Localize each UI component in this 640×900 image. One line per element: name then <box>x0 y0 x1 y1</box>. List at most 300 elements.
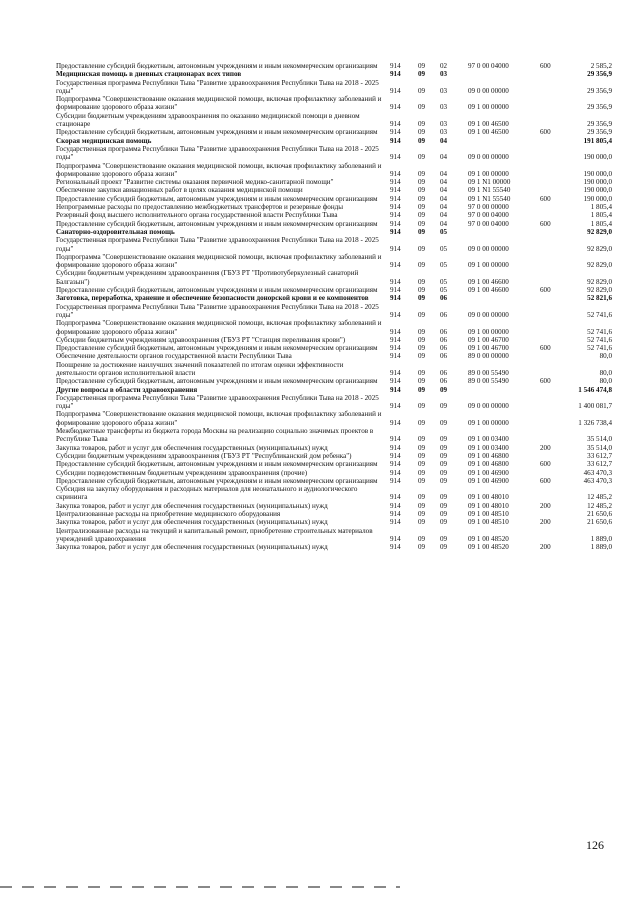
cell-c1: 914 <box>390 451 401 460</box>
table-row <box>56 344 612 352</box>
cell-c2: 09 <box>418 327 426 336</box>
cell-c4: 09 0 00 00000 <box>468 310 509 319</box>
cell-amount: 29 356,9 <box>587 103 612 112</box>
table-row <box>56 518 612 526</box>
cell-name: Обеспечение закупки авиационных работ в целях оказания медицинской помощи <box>56 186 303 195</box>
cell-c3: 09 <box>440 402 448 411</box>
cell-c3: 05 <box>440 277 448 286</box>
cell-amount: 29 356,9 <box>587 70 612 79</box>
cell-c1: 914 <box>390 476 401 485</box>
cell-amount: 33 612,7 <box>587 460 612 469</box>
table-row-section <box>56 137 612 145</box>
cell-c5 <box>540 410 566 427</box>
cell-c5: 600 <box>540 286 551 295</box>
cell-name: Подпрограмма "Совершенствование оказания медицинской помощи, включая профилактику заболеваний и формирование здорового образа жизни" <box>56 161 382 178</box>
cell-name: Субсидия на закупку оборудования и расходных материалов для неонатального и аудиологического скрининга <box>56 485 358 502</box>
cell-c2: 09 <box>418 476 426 485</box>
cell-amount: 52 741,6 <box>587 335 612 344</box>
cell-c4: 09 1 00 00000 <box>468 103 509 112</box>
cell-c2: 09 <box>418 194 426 203</box>
cell-c1: 914 <box>390 178 401 187</box>
cell-c1: 914 <box>390 186 401 195</box>
cell-c2: 09 <box>418 261 426 270</box>
cell-c3: 05 <box>440 244 448 253</box>
cell-c4: 09 1 00 46700 <box>468 335 509 344</box>
cell-c4: 09 1 00 48010 <box>468 501 509 510</box>
cell-c1: 914 <box>390 377 401 386</box>
cell-c5 <box>540 319 566 336</box>
cell-c5: 200 <box>540 501 551 510</box>
cell-name: Резервный фонд высшего исполнительного органа государственной власти Республики Тыва <box>56 211 338 220</box>
cell-name: Межбюджетные трансферты из бюджета города Москвы на реализацию социально значимых проектов в Республике Тыва <box>56 427 374 444</box>
cell-c1: 914 <box>390 418 401 427</box>
cell-c2: 09 <box>418 136 426 145</box>
cell-name: Субсидии бюджетным учреждениям здравоохранения (ГБУЗ РТ "Станция переливания крови") <box>56 335 346 344</box>
table-row <box>56 352 612 360</box>
cell-c1: 914 <box>390 194 401 203</box>
cell-name: Подпрограмма "Совершенствование оказания медицинской помощи, включая профилактику заболеваний и формирование здорового образа жизни" <box>56 410 382 427</box>
cell-name: Закупка товаров, работ и услуг для обеспечения государственных (муниципальных) нужд <box>56 518 328 527</box>
table-row-section <box>56 228 612 236</box>
cell-c5: 600 <box>540 219 551 228</box>
cell-c2: 09 <box>418 344 426 353</box>
table-row <box>56 527 612 544</box>
cell-c4: 09 1 00 48520 <box>468 534 509 543</box>
cell-amount: 52 741,6 <box>587 310 612 319</box>
cell-name: Предоставление субсидий бюджетным, автономным учреждениям и иным некоммерческим организациям <box>56 286 378 295</box>
cell-c1: 914 <box>390 62 401 70</box>
budget-table-body <box>56 62 612 552</box>
table-row <box>56 427 612 444</box>
cell-c1: 914 <box>390 310 401 319</box>
cell-c2: 09 <box>418 227 426 236</box>
cell-name: Другие вопросы в области здравоохранения <box>56 385 198 394</box>
cell-c3: 09 <box>440 510 448 519</box>
cell-c1: 914 <box>390 120 401 129</box>
cell-c5: 600 <box>540 344 551 353</box>
cell-c4 <box>468 228 540 236</box>
cell-c2: 09 <box>418 86 426 95</box>
cell-c1: 914 <box>390 518 401 527</box>
cell-c3: 06 <box>440 294 448 303</box>
cell-name: Предоставление субсидий бюджетным, автономным учреждениям и иным некоммерческим организациям <box>56 460 378 469</box>
cell-c2: 09 <box>418 211 426 220</box>
page-number: 126 <box>586 838 604 852</box>
cell-c1: 914 <box>390 219 401 228</box>
cell-c3: 09 <box>440 435 448 444</box>
cell-c1: 914 <box>390 385 401 394</box>
cell-c1: 914 <box>390 86 401 95</box>
table-row <box>56 145 612 162</box>
cell-c2: 09 <box>418 435 426 444</box>
cell-c1: 914 <box>390 493 401 502</box>
table-row <box>56 361 612 378</box>
cell-c4: 09 0 00 00000 <box>468 402 509 411</box>
cell-c5: 200 <box>540 443 551 452</box>
cell-c4: 09 1 00 00000 <box>468 418 509 427</box>
cell-c3: 03 <box>440 70 448 79</box>
cell-amount: 1 805,4 <box>590 203 612 212</box>
cell-name: Субсидии подведомственным бюджетным учреждениям здравоохранения (прочие) <box>56 468 308 477</box>
table-row <box>56 336 612 344</box>
cell-name: Субсидии бюджетным учреждениям здравоохранения (ГБУЗ РТ "Республиканский дом ребенка") <box>56 451 352 460</box>
cell-c4 <box>468 137 540 145</box>
cell-c2: 09 <box>418 451 426 460</box>
cell-amount: 80,0 <box>599 377 612 386</box>
cell-c2: 09 <box>418 368 426 377</box>
cell-c4: 09 1 00 46600 <box>468 277 509 286</box>
cell-amount: 92 829,0 <box>587 244 612 253</box>
cell-c4: 09 1 00 03400 <box>468 443 509 452</box>
cell-amount: 52 821,6 <box>587 294 612 303</box>
cell-name: Закупка товаров, работ и услуг для обеспечения государственных (муниципальных) нужд <box>56 543 328 552</box>
cell-amount: 29 356,9 <box>587 128 612 137</box>
cell-c4: 09 1 N1 55540 <box>468 194 511 203</box>
table-row-section <box>56 294 612 302</box>
cell-name: Предоставление субсидий бюджетным, автономным учреждениям и иным некоммерческим организациям <box>56 219 378 228</box>
cell-c1: 914 <box>390 460 401 469</box>
cell-c4 <box>468 386 540 394</box>
cell-name: Субсидии бюджетным учреждениям здравоохранения по оказанию медицинской помощи в дневном стационаре <box>56 111 360 129</box>
cell-c2: 09 <box>418 128 426 137</box>
cell-c3: 06 <box>440 310 448 319</box>
cell-c4: 09 1 00 46800 <box>468 460 509 469</box>
cell-c3: 09 <box>440 501 448 510</box>
cell-c5 <box>540 178 566 186</box>
cell-name: Предоставление субсидий бюджетным, автономным учреждениям и иным некоммерческим организациям <box>56 377 378 386</box>
cell-c4: 09 0 00 00000 <box>468 153 509 162</box>
table-row <box>56 62 612 70</box>
cell-c3: 09 <box>440 443 448 452</box>
cell-c3: 09 <box>440 418 448 427</box>
cell-c4: 09 1 00 46500 <box>468 120 509 129</box>
cell-c4 <box>468 70 540 78</box>
cell-c2: 09 <box>418 310 426 319</box>
cell-name: Закупка товаров, работ и услуг для обеспечения государственных (муниципальных) нужд <box>56 443 328 452</box>
cell-c3: 06 <box>440 327 448 336</box>
cell-amount: 1 326 738,4 <box>578 418 612 427</box>
cell-c5 <box>540 427 566 444</box>
cell-c3: 06 <box>440 352 448 361</box>
cell-c2: 09 <box>418 286 426 295</box>
cell-c5 <box>540 352 566 360</box>
cell-c3: 05 <box>440 227 448 236</box>
cell-amount: 2 585,2 <box>590 62 612 70</box>
cell-c3: 06 <box>440 344 448 353</box>
cell-c4: 09 1 00 00000 <box>468 261 509 270</box>
cell-name: Медицинская помощь в дневных стационарах всех типов <box>56 70 242 79</box>
cell-amount: 35 514,0 <box>587 443 612 452</box>
cell-c5: 600 <box>540 460 551 469</box>
cell-c1: 914 <box>390 534 401 543</box>
cell-c3: 03 <box>440 128 448 137</box>
table-row <box>56 543 612 551</box>
cell-c1: 914 <box>390 327 401 336</box>
cell-c2: 09 <box>418 103 426 112</box>
cell-c5: 600 <box>540 62 551 70</box>
cell-name: Предоставление субсидий бюджетным, автономным учреждениям и иным некоммерческим организациям <box>56 62 378 70</box>
cell-amount: 190 000,0 <box>583 186 612 195</box>
cell-amount: 1 805,4 <box>590 211 612 220</box>
cell-amount: 190 000,0 <box>583 194 612 203</box>
footer-dashed-line <box>0 886 400 888</box>
cell-c4: 09 1 00 00000 <box>468 327 509 336</box>
cell-c5 <box>540 253 566 270</box>
budget-table <box>56 62 612 552</box>
cell-amount: 190 000,0 <box>583 169 612 178</box>
cell-c2: 09 <box>418 70 426 79</box>
table-row <box>56 211 612 219</box>
cell-c1: 914 <box>390 277 401 286</box>
cell-c5: 200 <box>540 518 551 527</box>
cell-c4: 09 0 00 00000 <box>468 86 509 95</box>
cell-c3: 09 <box>440 493 448 502</box>
cell-c3: 09 <box>440 451 448 460</box>
cell-c3: 04 <box>440 211 448 220</box>
cell-c1: 914 <box>390 435 401 444</box>
cell-c5 <box>540 361 566 378</box>
cell-c2: 09 <box>418 377 426 386</box>
cell-c5 <box>540 269 566 286</box>
cell-name: Централизованные расходы на приобретение медицинского оборудования <box>56 510 281 519</box>
cell-c4: 97 0 00 04000 <box>468 219 509 228</box>
cell-amount: 190 000,0 <box>583 178 612 187</box>
cell-amount: 191 805,4 <box>583 136 612 145</box>
cell-amount: 92 829,0 <box>587 227 612 236</box>
cell-c5 <box>540 228 566 236</box>
cell-name: Государственная программа Республики Тыва "Развитие здравоохранения Республики Тыва на 2018 - 2025 годы" <box>56 236 379 253</box>
cell-c3: 04 <box>440 186 448 195</box>
cell-c5: 600 <box>540 476 551 485</box>
cell-name: Государственная программа Республики Тыва "Развитие здравоохранения Республики Тыва на 2018 - 2025 годы" <box>56 78 379 95</box>
cell-c1: 914 <box>390 368 401 377</box>
cell-c1: 914 <box>390 70 401 79</box>
cell-c2: 09 <box>418 169 426 178</box>
cell-c4: 97 0 00 04000 <box>468 211 509 220</box>
cell-c1: 914 <box>390 501 401 510</box>
cell-c1: 914 <box>390 468 401 477</box>
table-row <box>56 162 612 179</box>
cell-c2: 09 <box>418 443 426 452</box>
cell-c3: 06 <box>440 335 448 344</box>
cell-c1: 914 <box>390 169 401 178</box>
cell-c1: 914 <box>390 543 401 552</box>
cell-c5 <box>540 469 566 477</box>
cell-c5 <box>540 510 566 518</box>
cell-name: Подпрограмма "Совершенствование оказания медицинской помощи, включая профилактику заболеваний и формирование здорового образа жизни" <box>56 95 382 112</box>
cell-c1: 914 <box>390 335 401 344</box>
cell-c5 <box>540 303 566 320</box>
cell-c2: 09 <box>418 62 426 70</box>
cell-c3: 06 <box>440 368 448 377</box>
cell-amount: 190 000,0 <box>583 153 612 162</box>
cell-c5 <box>540 70 566 78</box>
cell-c3: 04 <box>440 169 448 178</box>
cell-c5 <box>540 95 566 112</box>
cell-c1: 914 <box>390 294 401 303</box>
cell-c3: 09 <box>440 518 448 527</box>
cell-name: Государственная программа Республики Тыва "Развитие здравоохранения Республики Тыва на 2018 - 2025 годы" <box>56 393 379 411</box>
cell-name: Подпрограмма "Совершенствование оказания медицинской помощи, включая профилактику заболеваний и формирование здорового образа жизни" <box>56 319 382 336</box>
table-row <box>56 186 612 194</box>
cell-c3: 03 <box>440 86 448 95</box>
cell-c5 <box>540 294 566 302</box>
cell-c2: 09 <box>418 219 426 228</box>
cell-c4: 09 1 00 46500 <box>468 128 509 137</box>
cell-c3: 09 <box>440 534 448 543</box>
cell-name: Подпрограмма "Совершенствование оказания медицинской помощи, включая профилактику заболеваний и формирование здорового образа жизни" <box>56 252 382 270</box>
cell-c2: 09 <box>418 510 426 519</box>
cell-c4: 89 0 00 00000 <box>468 352 509 361</box>
cell-c1: 914 <box>390 128 401 137</box>
cell-c2: 09 <box>418 335 426 344</box>
cell-name: Субсидии бюджетным учреждениям здравоохранения (ГБУЗ РТ "Противотуберкулезный санаторий Балгазын") <box>56 269 359 286</box>
cell-c5 <box>540 336 566 344</box>
table-row <box>56 502 612 510</box>
cell-c2: 09 <box>418 468 426 477</box>
cell-c3: 04 <box>440 153 448 162</box>
cell-c1: 914 <box>390 352 401 361</box>
cell-amount: 463 470,3 <box>583 476 612 485</box>
cell-c2: 09 <box>418 518 426 527</box>
cell-c3: 09 <box>440 468 448 477</box>
cell-c2: 09 <box>418 501 426 510</box>
cell-c1: 914 <box>390 286 401 295</box>
cell-amount: 29 356,9 <box>587 120 612 129</box>
table-row <box>56 178 612 186</box>
cell-c4: 09 1 00 48510 <box>468 510 509 519</box>
cell-c5: 600 <box>540 194 551 203</box>
cell-c4: 09 1 00 46700 <box>468 344 509 353</box>
cell-amount: 35 514,0 <box>587 435 612 444</box>
cell-c3: 05 <box>440 261 448 270</box>
cell-c1: 914 <box>390 203 401 212</box>
cell-c1: 914 <box>390 443 401 452</box>
cell-amount: 52 741,6 <box>587 327 612 336</box>
cell-name: Предоставление субсидий бюджетным, автономным учреждениям и иным некоммерческим организациям <box>56 194 378 203</box>
cell-c5 <box>540 79 566 96</box>
cell-name: Поощрение за достижение наилучших значений показателей по итогам оценки эффективности деятельности органов исполнительной власти <box>56 360 344 377</box>
cell-c4: 97 0 00 00000 <box>468 203 509 212</box>
cell-c5 <box>540 211 566 219</box>
cell-c4: 09 1 00 00000 <box>468 169 509 178</box>
cell-c3: 04 <box>440 136 448 145</box>
cell-c1: 914 <box>390 510 401 519</box>
table-row <box>56 220 612 228</box>
cell-name: Скорая медицинская помощь <box>56 136 152 145</box>
cell-c2: 09 <box>418 418 426 427</box>
cell-name: Непрограммные расходы по предоставлению межбюджетных трансфертов и резервные фонды <box>56 203 344 212</box>
cell-c1: 914 <box>390 136 401 145</box>
cell-c5 <box>540 112 566 129</box>
cell-c3: 06 <box>440 377 448 386</box>
cell-amount: 12 485,2 <box>587 501 612 510</box>
cell-amount: 92 829,0 <box>587 286 612 295</box>
cell-name: Предоставление субсидий бюджетным, автономным учреждениям и иным некоммерческим организациям <box>56 476 378 485</box>
table-row <box>56 319 612 336</box>
table-row <box>56 460 612 468</box>
cell-amount: 21 650,6 <box>587 510 612 519</box>
cell-c3: 03 <box>440 120 448 129</box>
cell-c5: 600 <box>540 128 551 137</box>
cell-amount: 1 889,0 <box>590 534 612 543</box>
cell-c4: 09 1 00 03400 <box>468 435 509 444</box>
cell-c3: 02 <box>440 62 448 70</box>
table-row <box>56 444 612 452</box>
cell-amount: 92 829,0 <box>587 261 612 270</box>
table-row <box>56 303 612 320</box>
table-row <box>56 79 612 96</box>
cell-c5 <box>540 452 566 460</box>
cell-c2: 09 <box>418 534 426 543</box>
cell-c4: 09 1 00 46800 <box>468 451 509 460</box>
cell-c5 <box>540 386 566 394</box>
cell-c4: 89 0 00 55490 <box>468 377 509 386</box>
cell-amount: 52 741,6 <box>587 344 612 353</box>
cell-c3: 09 <box>440 460 448 469</box>
cell-c5: 200 <box>540 543 551 552</box>
table-row <box>56 95 612 112</box>
cell-name: Обеспечение деятельности органов государственной власти Республики Тыва <box>56 352 292 361</box>
table-row <box>56 236 612 253</box>
cell-c5 <box>540 137 566 145</box>
cell-c2: 09 <box>418 186 426 195</box>
cell-c5 <box>540 162 566 179</box>
table-row <box>56 195 612 203</box>
cell-amount: 463 470,3 <box>583 468 612 477</box>
cell-c1: 914 <box>390 153 401 162</box>
table-row <box>56 377 612 385</box>
cell-c1: 914 <box>390 227 401 236</box>
cell-c1: 914 <box>390 402 401 411</box>
cell-c1: 914 <box>390 211 401 220</box>
cell-c4: 09 1 00 46900 <box>468 476 509 485</box>
cell-name: Заготовка, переработка, хранение и обеспечение безопасности донорской крови и ее компонентов <box>56 294 369 303</box>
cell-name: Региональный проект "Развитие системы оказания первичной медико-санитарной помощи" <box>56 178 334 187</box>
table-row <box>56 203 612 211</box>
cell-c4: 09 1 00 48010 <box>468 493 509 502</box>
cell-c5 <box>540 394 566 411</box>
cell-c1: 914 <box>390 103 401 112</box>
cell-c3: 09 <box>440 476 448 485</box>
cell-c2: 09 <box>418 460 426 469</box>
cell-amount: 29 356,9 <box>587 86 612 95</box>
table-row <box>56 485 612 502</box>
cell-amount: 33 612,7 <box>587 451 612 460</box>
cell-name: Государственная программа Республики Тыва "Развитие здравоохранения Республики Тыва на 2018 - 2025 годы" <box>56 302 379 319</box>
cell-c2: 09 <box>418 120 426 129</box>
cell-c2: 09 <box>418 493 426 502</box>
cell-name: Государственная программа Республики Тыва "Развитие здравоохранения Республики Тыва на 2018 - 2025 годы" <box>56 144 379 162</box>
cell-name: Предоставление субсидий бюджетным, автономным учреждениям и иным некоммерческим организациям <box>56 128 378 137</box>
cell-name: Предоставление субсидий бюджетным, автономным учреждениям и иным некоммерческим организациям <box>56 344 378 353</box>
cell-c3: 05 <box>440 286 448 295</box>
cell-c5 <box>540 203 566 211</box>
cell-c5 <box>540 485 566 502</box>
table-row <box>56 469 612 477</box>
cell-name: Закупка товаров, работ и услуг для обеспечения государственных (муниципальных) нужд <box>56 501 328 510</box>
table-row <box>56 477 612 485</box>
cell-c4: 09 1 00 48510 <box>468 518 509 527</box>
cell-c4: 09 1 N1 00000 <box>468 178 511 187</box>
cell-c2: 09 <box>418 294 426 303</box>
cell-c5 <box>540 527 566 544</box>
table-row <box>56 452 612 460</box>
cell-c3: 04 <box>440 194 448 203</box>
cell-c5 <box>540 186 566 194</box>
table-row <box>56 394 612 411</box>
cell-c4: 09 1 N1 55540 <box>468 186 511 195</box>
